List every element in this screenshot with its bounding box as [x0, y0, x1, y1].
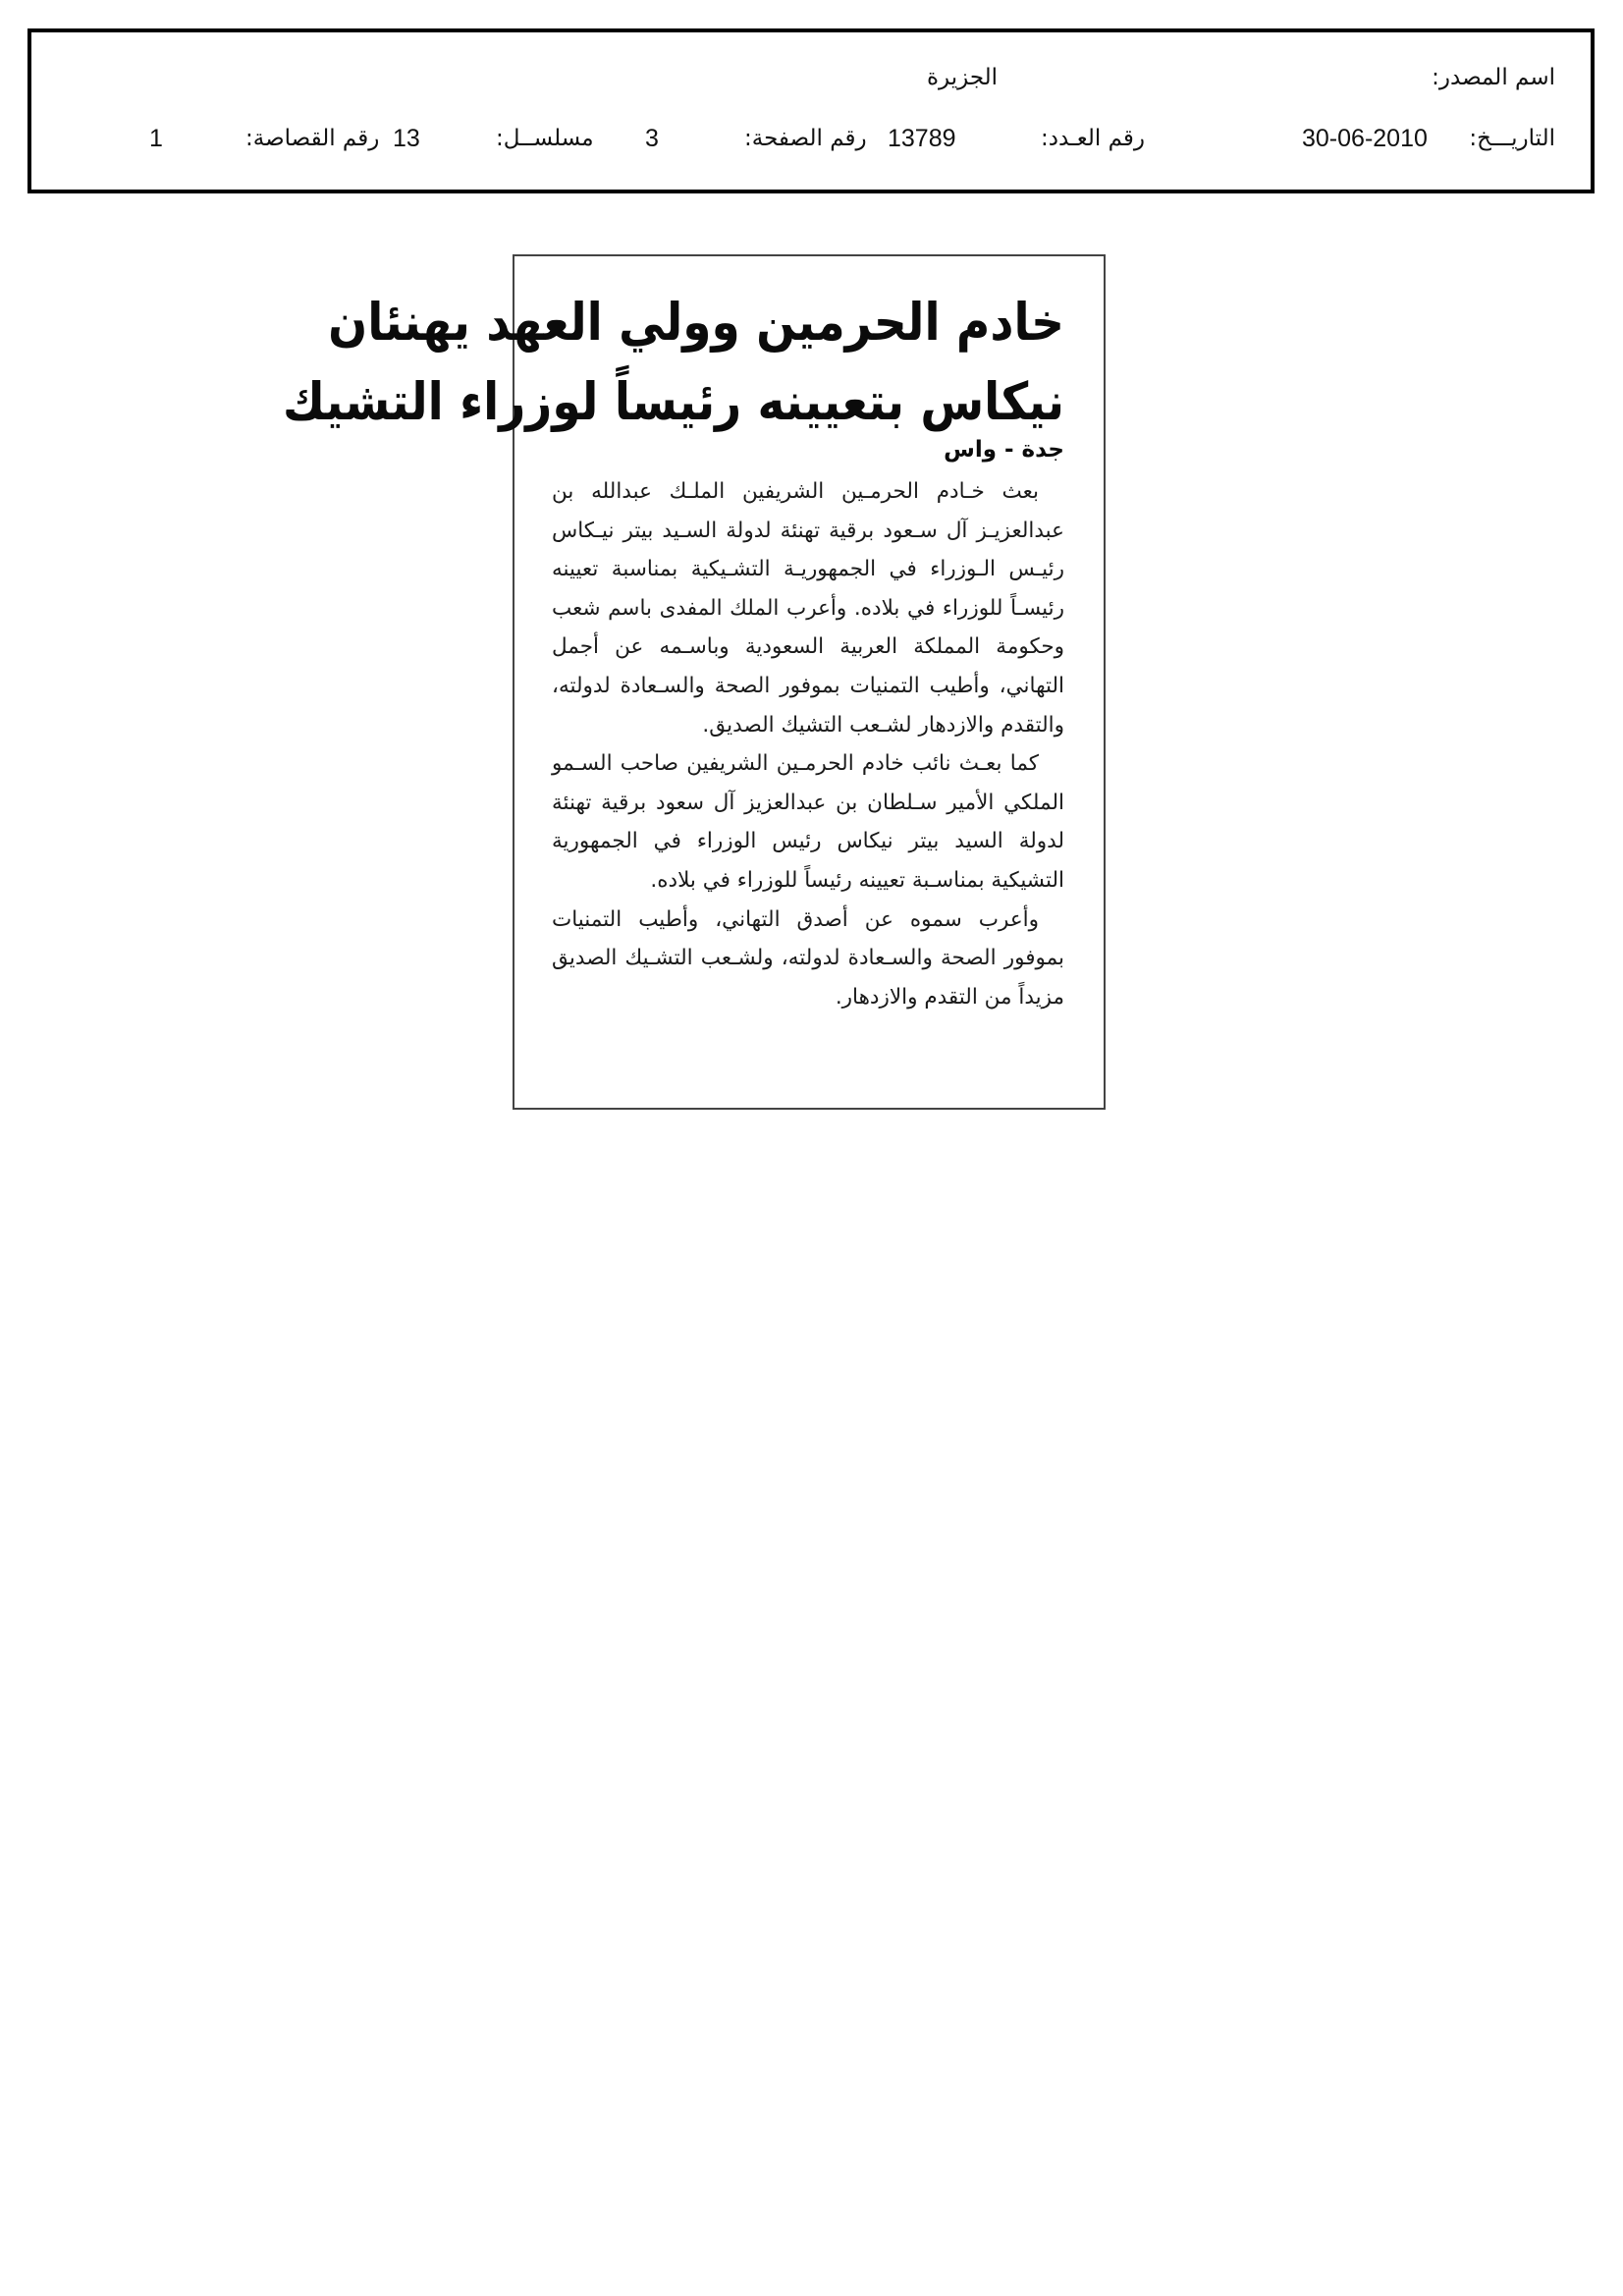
date-value: 30-06-2010	[1302, 125, 1428, 152]
serial-label: مسلســل:	[496, 126, 594, 151]
article-paragraph-1: بعث خـادم الحرمـين الشريفين الملـك عبدالله بن عبدالعزيـز آل سـعود برقية تهنئة لدولة السـيد بيتر نيـكاس رئيـس الـوزراء في الجمهوريـة التشـيكية بمناسبة تعيينه رئيسـاً للوزراء في بلاده. وأعرب الملك المفدى باسم شعب وحكومة المملكة العربية السعودية وباسـمه عن أجمل التهاني، وأطيب التمنيات بموفور الصحة والسـعادة لدولته، والتقدم والازدهار لشـعب التشيك الصديق.	[552, 479, 1064, 738]
page-value: 3	[645, 125, 659, 152]
clip-number-label: رقم القصاصة:	[245, 126, 380, 151]
article-body	[552, 472, 1064, 1016]
issue-label: رقم العـدد:	[1041, 126, 1146, 151]
metadata-row-details	[31, 119, 1591, 158]
metadata-row-source	[31, 58, 1591, 97]
issue-value: 13789	[888, 125, 956, 152]
newspaper-clipping	[283, 254, 1106, 1110]
date-label: التاريـــخ:	[1469, 126, 1555, 151]
clip-number-value: 1	[149, 125, 163, 152]
article-paragraph-2: كما بعـث نائب خادم الحرمـين الشريفين صاحب السـمو الملكي الأمير سـلطان بن عبدالعزيز آل سعود برقية تهنئة لدولة السيد بيتر نيكاس رئيس الوزراء في الجمهورية التشيكية بمناسـبة تعيينه رئيساً للوزراء في بلاده.	[552, 751, 1064, 893]
article-paragraph-3: وأعرب سموه عن أصدق التهاني، وأطيب التمنيات بموفور الصحة والسـعادة لدولته، ولشـعب التشـيك الصديق مزيداً من التقدم والازدهار.	[552, 906, 1064, 1010]
headline-line-1: خادم الحرمين وولي العهد يهنئان	[328, 292, 1064, 354]
metadata-header-box	[27, 28, 1595, 193]
serial-value: 13	[393, 125, 420, 152]
article-headline	[283, 284, 1064, 442]
headline-line-2: نيكاس بتعيينه رئيساً لوزراء التشيك	[283, 371, 1064, 433]
source-value: الجزيرة	[927, 65, 999, 90]
page-label: رقم الصفحة:	[744, 126, 867, 151]
article-dateline: جدة - واس	[944, 437, 1064, 463]
source-label: اسم المصدر:	[1432, 65, 1555, 90]
